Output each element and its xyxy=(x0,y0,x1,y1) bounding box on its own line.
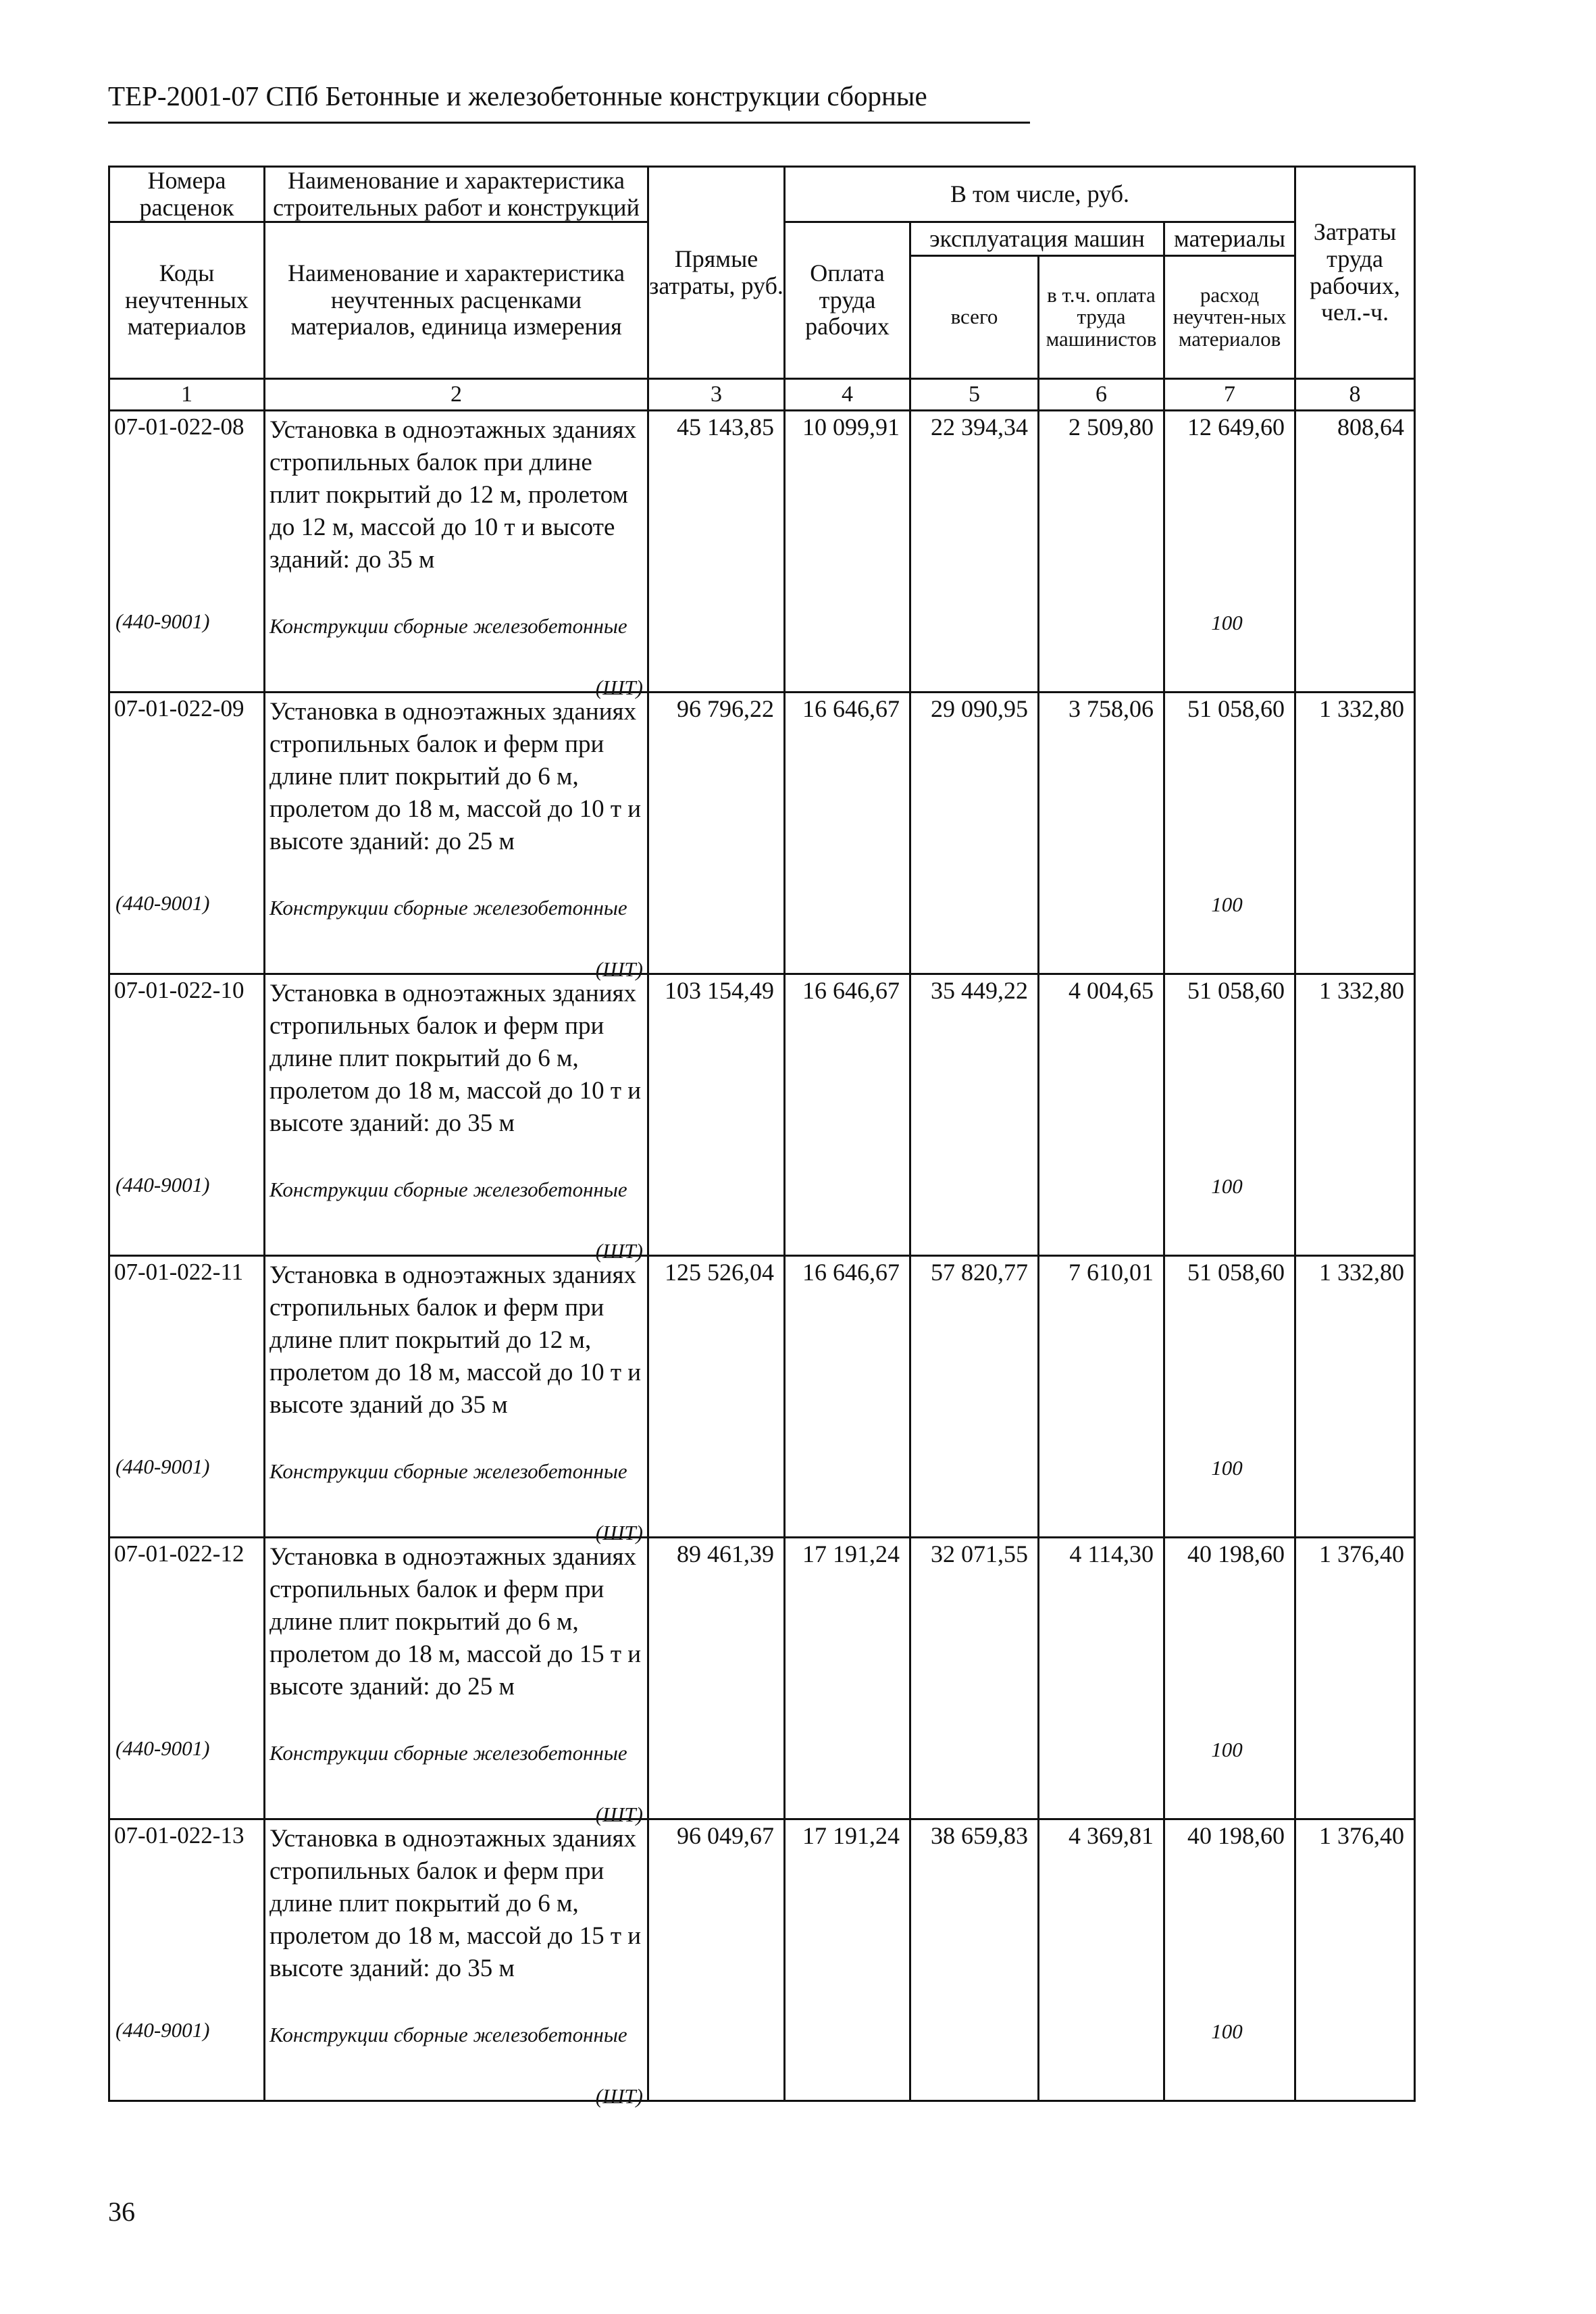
column-number: 1 xyxy=(109,379,265,411)
header-materials: материалы xyxy=(1164,222,1295,256)
operators-pay: 4 004,65 xyxy=(1039,974,1164,1256)
header-material-description: Наименование и характеристика неучтенных расценками материалов, единица измерения xyxy=(265,222,648,379)
description-cell xyxy=(265,1538,648,1826)
column-number: 5 xyxy=(910,379,1039,411)
resource-unit: (ШТ) xyxy=(595,2084,643,2108)
labor-pay: 17 191,24 xyxy=(785,1819,910,2101)
materials-cost: 51 058,60 xyxy=(1187,695,1285,722)
direct-costs: 125 526,04 xyxy=(648,1256,785,1538)
materials-cost: 40 198,60 xyxy=(1187,1540,1285,1567)
header-work-description: Наименование и характеристика строительных работ и конструкций xyxy=(265,167,648,222)
table-row xyxy=(109,693,1415,974)
column-number: 6 xyxy=(1039,379,1164,411)
resource-unit: (ШТ) xyxy=(595,1239,643,1263)
labor-hours: 1 332,80 xyxy=(1295,1256,1415,1538)
resource-name: Конструкции сборные железобетонные xyxy=(269,614,627,638)
materials-cell xyxy=(1164,411,1295,693)
work-description: Установка в одноэтажных зданиях стропильных балок и ферм при длине плит покрытий до 6 м, пролетом до 18 м, массой до 15 т и высоте зданий: до 25 м xyxy=(269,1543,642,1701)
operators-pay: 2 509,80 xyxy=(1039,411,1164,693)
labor-hours: 1 332,80 xyxy=(1295,693,1415,974)
labor-pay: 16 646,67 xyxy=(785,1256,910,1538)
resource-name: Конструкции сборные железобетонные xyxy=(269,1178,627,1201)
operators-pay: 4 114,30 xyxy=(1039,1538,1164,1819)
labor-pay: 10 099,91 xyxy=(785,411,910,693)
machines-total: 32 071,55 xyxy=(910,1538,1039,1819)
header-rule xyxy=(108,122,1030,124)
resource-quantity: 100 xyxy=(1211,1738,1243,1761)
column-number: 7 xyxy=(1164,379,1295,411)
description-cell xyxy=(265,1256,648,1544)
work-description: Установка в одноэтажных зданиях стропильных балок и ферм при длине плит покрытий до 6 м, пролетом до 18 м, массой до 10 т и высоте зданий: до 35 м xyxy=(269,980,642,1138)
table-header xyxy=(108,166,1416,411)
work-description: Установка в одноэтажных зданиях стропильных балок и ферм при длине плит покрытий до 6 м, пролетом до 18 м, массой до 10 т и высоте зданий: до 25 м xyxy=(269,698,642,856)
resource-unit: (ШТ) xyxy=(595,957,643,981)
operators-pay: 3 758,06 xyxy=(1039,693,1164,974)
table-row xyxy=(109,1538,1415,1819)
materials-cost: 40 198,60 xyxy=(1187,1822,1285,1849)
resource-name: Конструкции сборные железобетонные xyxy=(269,2023,627,2046)
description-cell xyxy=(265,411,648,699)
description-cell xyxy=(265,974,648,1263)
table-row xyxy=(109,1256,1415,1538)
header-machine-operation: эксплуатация машин xyxy=(910,222,1164,256)
labor-pay: 16 646,67 xyxy=(785,974,910,1256)
resource-code: (440-9001) xyxy=(115,2018,210,2042)
header-direct-costs: Прямые затраты, руб. xyxy=(648,167,785,379)
materials-cost: 12 649,60 xyxy=(1187,413,1285,441)
materials-cost: 51 058,60 xyxy=(1187,977,1285,1004)
labor-hours: 1 376,40 xyxy=(1295,1819,1415,2101)
resource-name: Конструкции сборные железобетонные xyxy=(269,1741,627,1765)
rate-code: 07-01-022-11 xyxy=(114,1259,244,1285)
rate-code-cell xyxy=(109,1819,265,2101)
resource-unit: (ШТ) xyxy=(595,1803,643,1826)
column-number: 3 xyxy=(648,379,785,411)
direct-costs: 89 461,39 xyxy=(648,1538,785,1819)
resource-code: (440-9001) xyxy=(115,891,210,915)
rate-code: 07-01-022-09 xyxy=(114,695,244,722)
resource-quantity: 100 xyxy=(1211,1456,1243,1480)
labor-pay: 17 191,24 xyxy=(785,1538,910,1819)
materials-cost: 51 058,60 xyxy=(1187,1259,1285,1286)
column-number: 2 xyxy=(265,379,648,411)
direct-costs: 96 049,67 xyxy=(648,1819,785,2101)
column-number: 8 xyxy=(1295,379,1415,411)
resource-name: Конструкции сборные железобетонные xyxy=(269,896,627,920)
materials-cell xyxy=(1164,974,1295,1256)
operators-pay: 7 610,01 xyxy=(1039,1256,1164,1538)
header-rates-numbers: Номера расценок xyxy=(109,167,265,222)
resource-quantity: 100 xyxy=(1211,611,1243,634)
table-row xyxy=(109,974,1415,1256)
header-including-group: В том числе, руб. xyxy=(785,167,1295,222)
resource-code: (440-9001) xyxy=(115,609,210,633)
resource-quantity: 100 xyxy=(1211,892,1243,916)
work-description: Установка в одноэтажных зданиях стропильных балок и ферм при длине плит покрытий до 12 м, пролетом до 18 м, массой до 10 т и высоте зданий до 35 м xyxy=(269,1261,642,1419)
header-operators-pay: в т.ч. оплата труда машинистов xyxy=(1039,256,1164,379)
labor-hours: 1 376,40 xyxy=(1295,1538,1415,1819)
rate-code-cell xyxy=(109,411,265,693)
rate-code-cell xyxy=(109,1256,265,1538)
resource-code: (440-9001) xyxy=(115,1455,210,1478)
materials-cell xyxy=(1164,1256,1295,1538)
document-header-title: ТЕР-2001-07 СПб Бетонные и железобетонные конструкции сборные xyxy=(108,80,927,111)
machines-total: 57 820,77 xyxy=(910,1256,1039,1538)
description-cell xyxy=(265,1819,648,2108)
resource-code: (440-9001) xyxy=(115,1736,210,1760)
work-description: Установка в одноэтажных зданиях стропильных балок и ферм при длине плит покрытий до 6 м, пролетом до 18 м, массой до 15 т и высоте зданий: до 35 м xyxy=(269,1825,642,1983)
machines-total: 35 449,22 xyxy=(910,974,1039,1256)
machines-total: 22 394,34 xyxy=(910,411,1039,693)
direct-costs: 96 796,22 xyxy=(648,693,785,974)
labor-hours: 1 332,80 xyxy=(1295,974,1415,1256)
rates-table xyxy=(108,409,1416,2108)
resource-name: Конструкции сборные железобетонные xyxy=(269,1459,627,1483)
resource-quantity: 100 xyxy=(1211,1174,1243,1198)
header-material-codes: Коды неучтенных материалов xyxy=(109,222,265,379)
operators-pay: 4 369,81 xyxy=(1039,1819,1164,2101)
materials-cell xyxy=(1164,693,1295,974)
rate-code-cell xyxy=(109,693,265,974)
rate-code: 07-01-022-10 xyxy=(114,977,244,1003)
table-row xyxy=(109,411,1415,693)
rate-code-cell xyxy=(109,1538,265,1819)
rate-code-cell xyxy=(109,974,265,1256)
column-number: 4 xyxy=(785,379,910,411)
rate-code: 07-01-022-13 xyxy=(114,1822,244,1848)
resource-unit: (ШТ) xyxy=(595,676,643,699)
resource-unit: (ШТ) xyxy=(595,1521,643,1544)
header-unaccounted-materials: расход неучтен-ных материалов xyxy=(1164,256,1295,379)
header-labor-pay: Оплата труда рабочих xyxy=(785,222,910,379)
page-number: 36 xyxy=(108,2196,135,2227)
description-cell xyxy=(265,693,648,981)
machines-total: 38 659,83 xyxy=(910,1819,1039,2101)
machines-total: 29 090,95 xyxy=(910,693,1039,974)
resource-quantity: 100 xyxy=(1211,2019,1243,2043)
rate-code: 07-01-022-12 xyxy=(114,1540,244,1567)
materials-cell xyxy=(1164,1819,1295,2101)
direct-costs: 45 143,85 xyxy=(648,411,785,693)
work-description: Установка в одноэтажных зданиях стропильных балок при длине плит покрытий до 12 м, пролетом до 12 м, массой до 10 т и высоте зданий: до 35 м xyxy=(269,416,637,574)
header-labor-hours: Затраты труда рабочих, чел.-ч. xyxy=(1295,167,1415,379)
resource-code: (440-9001) xyxy=(115,1173,210,1197)
labor-pay: 16 646,67 xyxy=(785,693,910,974)
header-machines-total: всего xyxy=(910,256,1039,379)
direct-costs: 103 154,49 xyxy=(648,974,785,1256)
materials-cell xyxy=(1164,1538,1295,1819)
labor-hours: 808,64 xyxy=(1295,411,1415,693)
rate-code: 07-01-022-08 xyxy=(114,413,244,440)
table-row xyxy=(109,1819,1415,2101)
